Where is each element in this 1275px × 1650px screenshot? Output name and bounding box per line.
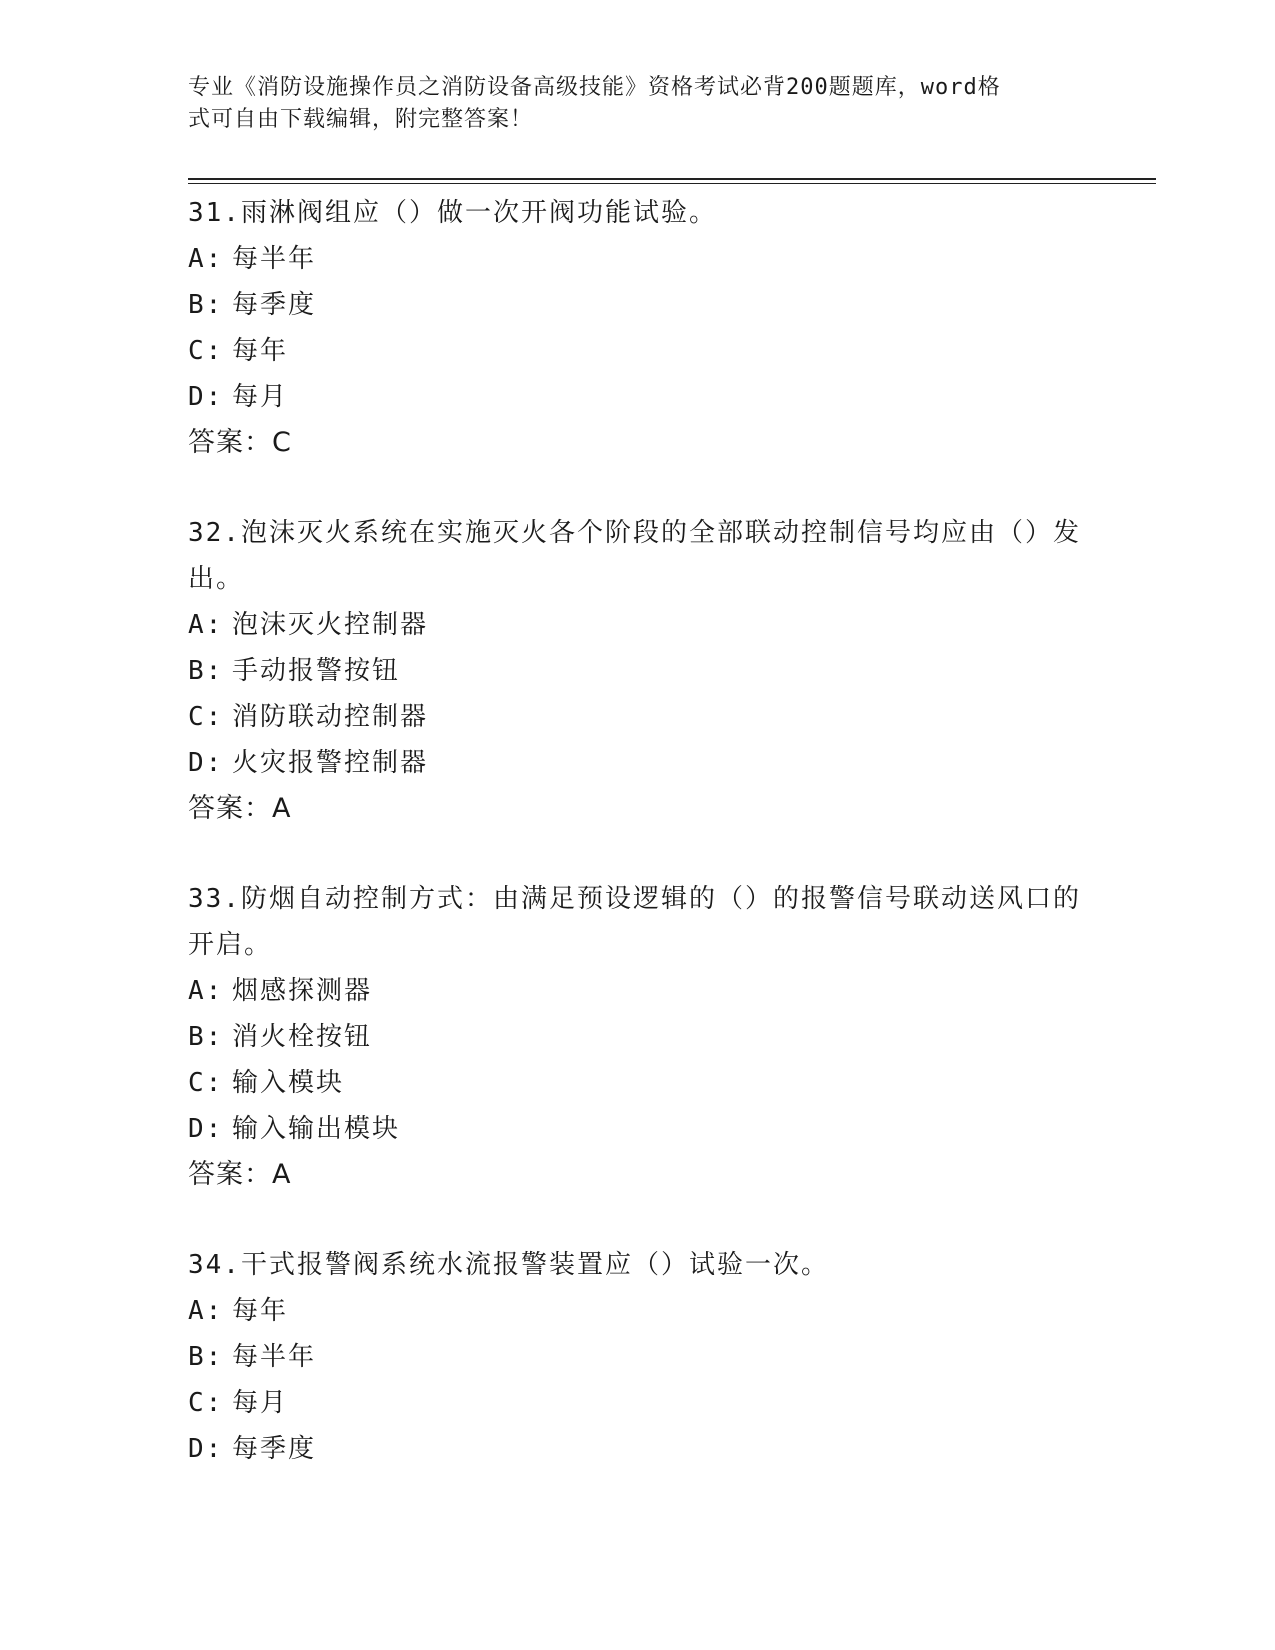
- option-text: 每半年: [232, 1342, 317, 1372]
- question-32: [188, 510, 1088, 832]
- option-text: 输入输出模块: [232, 1114, 401, 1144]
- option-letter: A:: [188, 610, 224, 640]
- option-text: 每季度: [232, 290, 317, 320]
- header-line-2: 式可自由下载编辑，附完整答案！: [188, 107, 534, 132]
- answer-text: 答案：A: [188, 1159, 292, 1190]
- option-letter: A:: [188, 976, 224, 1006]
- answer-text: 答案：C: [188, 427, 292, 458]
- option-letter: D:: [188, 1434, 224, 1464]
- option-text: 火灾报警控制器: [232, 748, 429, 778]
- option-d: [188, 1426, 1088, 1472]
- option-b: [188, 1014, 1088, 1060]
- answer-text: 答案：A: [188, 793, 292, 824]
- option-letter: D:: [188, 748, 224, 778]
- document-header: [188, 72, 1088, 136]
- option-letter: C:: [188, 336, 224, 366]
- option-text: 消火栓按钮: [232, 1022, 373, 1052]
- option-c: [188, 1380, 1088, 1426]
- option-a: [188, 1288, 1088, 1334]
- option-text: 每年: [232, 1296, 289, 1326]
- option-letter: B:: [188, 290, 224, 320]
- header-divider-thick: [188, 178, 1156, 180]
- option-b: [188, 648, 1088, 694]
- option-letter: A:: [188, 1296, 224, 1326]
- question-spacer: [188, 832, 1088, 876]
- option-text: 手动报警按钮: [232, 656, 401, 686]
- option-letter: B:: [188, 1342, 224, 1372]
- option-d: [188, 1106, 1088, 1152]
- option-letter: B:: [188, 656, 224, 686]
- option-text: 泡沫灭火控制器: [232, 610, 429, 640]
- option-b: [188, 282, 1088, 328]
- option-b: [188, 1334, 1088, 1380]
- option-letter: B:: [188, 1022, 224, 1052]
- option-letter: C:: [188, 702, 224, 732]
- option-d: [188, 374, 1088, 420]
- option-a: [188, 236, 1088, 282]
- option-letter: A:: [188, 244, 224, 274]
- question-text: 33.防烟自动控制方式：由满足预设逻辑的（）的报警信号联动送风口的开启。: [188, 884, 1081, 960]
- question-text: 32.泡沫灭火系统在实施灭火各个阶段的全部联动控制信号均应由（）发出。: [188, 518, 1081, 594]
- option-d: [188, 740, 1088, 786]
- option-text: 每半年: [232, 244, 317, 274]
- option-text: 每年: [232, 336, 289, 366]
- question-spacer: [188, 466, 1088, 510]
- option-text: 输入模块: [232, 1068, 345, 1098]
- option-text: 每月: [232, 382, 289, 412]
- question-text: 34.干式报警阀系统水流报警装置应（）试验一次。: [188, 1250, 829, 1280]
- question-list: [188, 190, 1088, 1472]
- question-34: [188, 1242, 1088, 1472]
- question-33: [188, 876, 1088, 1198]
- option-a: [188, 968, 1088, 1014]
- header-line-1: 专业《消防设施操作员之消防设备高级技能》资格考试必背200题题库，word格: [188, 75, 1001, 100]
- question-text: 31.雨淋阀组应（）做一次开阀功能试验。: [188, 198, 717, 228]
- option-text: 每季度: [232, 1434, 317, 1464]
- question-spacer: [188, 1198, 1088, 1242]
- question-31: [188, 190, 1088, 466]
- option-c: [188, 328, 1088, 374]
- option-a: [188, 602, 1088, 648]
- option-text: 每月: [232, 1388, 289, 1418]
- option-text: 消防联动控制器: [232, 702, 429, 732]
- header-divider-thin: [188, 183, 1156, 184]
- option-c: [188, 1060, 1088, 1106]
- option-letter: D:: [188, 382, 224, 412]
- option-letter: C:: [188, 1068, 224, 1098]
- option-c: [188, 694, 1088, 740]
- option-letter: C:: [188, 1388, 224, 1418]
- option-letter: D:: [188, 1114, 224, 1144]
- option-text: 烟感探测器: [232, 976, 373, 1006]
